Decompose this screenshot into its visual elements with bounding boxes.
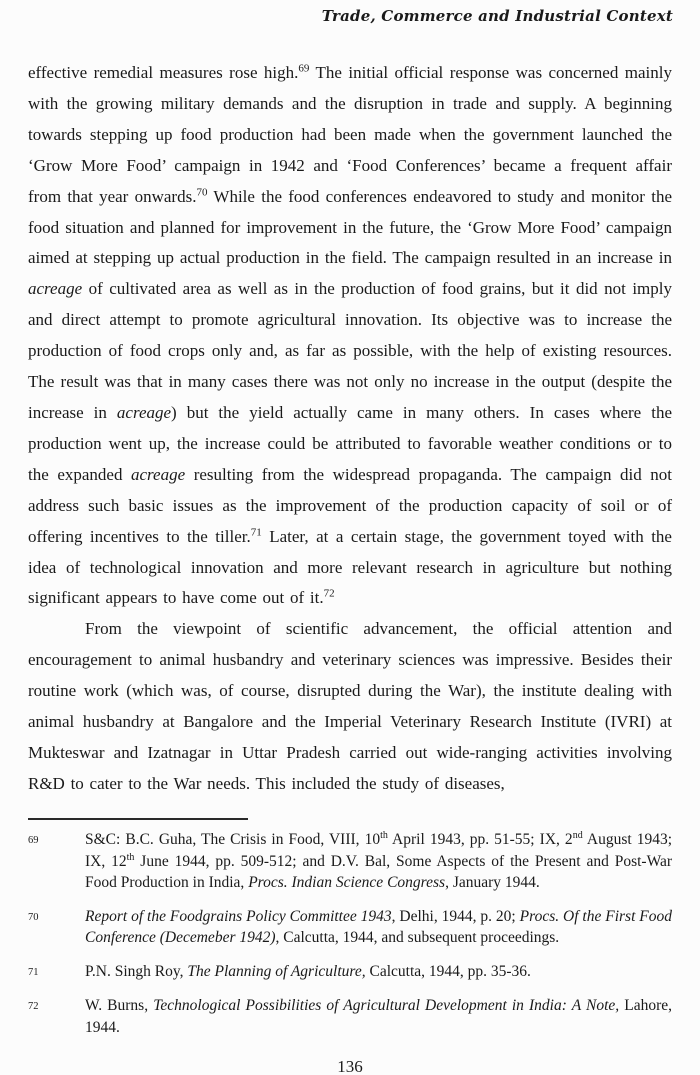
footnote-text: P.N. Singh Roy, The Planning of Agriculture, Calcutta, 1944, pp. 35-36. <box>85 962 531 980</box>
footnote-text: S&C: B.C. Guha, The Crisis in Food, VIII, 10th April 1943, pp. 51-55; IX, 2nd August 1943; IX, 12th June 1944, pp. 509-512; and D.V. Bal, Some Aspects of the Present and Post-War Food Production in India, Procs. Indian Science Congress, January 1944. <box>85 829 673 891</box>
footnote-number: 69 <box>28 835 39 846</box>
footnote-number: 71 <box>28 966 39 978</box>
page-number: 136 <box>337 1057 363 1075</box>
footnote-number: 72 <box>28 1001 39 1012</box>
running-head: Trade, Commerce and Industrial Context <box>321 7 673 25</box>
paragraph: effective remedial measures rose high.$^{69}$ The initial official response was concerned mainly with the growing military demands and the disruption in trade and supply. A beginning towards stepping up food production had been made when the government launched the ‘Grow More Food’ campaign in 1942 and ‘Food Conferences’ became a frequent affair from that year onwards.$^{70}$ While the food conferences endeavored to study and monitor the food situation and planned for improvement in the future, the ‘Grow More Food’ campaign aimed at stepping up actual production in the field. The campaign resulted in an increase in acreage of cultivated area as well as in the production of food grains, but it did not imply and direct attempt to promote agricultural innovation. Its objective was to increase the production of food crops only and, as far as possible, with the help of existing resources. The result was that in many cases there was not only no increase in the output (despite the increase in acreage) but the yield actually came in many others. In cases where the production went up, the increase could be attributed to favorable weather conditions or to the expanded acreage resulting from the widespread propaganda. The campaign did not address such basic issues as the improvement of the production capacity of soil or of offering incentives to the tiller.$^{71}$ Later, at a certain stage, the government toyed with the idea of technological innovation and more relevant research in agriculture but nothing significant appears to have come out of it.$^{72}$ <box>28 62 673 608</box>
footnote <box>28 906 672 949</box>
paragraph: From the viewpoint of scientific advancement, the official attention and encouragement to animal husbandry and veterinary sciences was impressive. Besides their routine work (which was, of course, disrupted during the War), the institute dealing with animal husbandry at Bangalore and the Imperial Veterinary Research Institute (IVRI) at Mukteswar and Izatnagar in Uttar Pradesh carried out wide-ranging activities involving R&D to cater to the War needs. This included the study of diseases, <box>28 619 672 793</box>
footnotes-section <box>28 818 672 1050</box>
footnote <box>28 961 672 984</box>
footnote <box>28 829 672 894</box>
footnote-number: 70 <box>28 911 39 923</box>
footnote-separator-rule <box>28 818 248 820</box>
body-text <box>28 58 672 800</box>
footnote <box>28 995 672 1038</box>
footnote-text: W. Burns, Technological Possibilities of Agricultural Development in India: A Note, Lahore, 1944. <box>85 997 672 1036</box>
footnote-text: Report of the Foodgrains Policy Committee 1943, Delhi, 1944, p. 20; Procs. Of the First Food Conference (Decemeber 1942), Calcutta, 1944, and subsequent proceedings. <box>85 907 672 946</box>
